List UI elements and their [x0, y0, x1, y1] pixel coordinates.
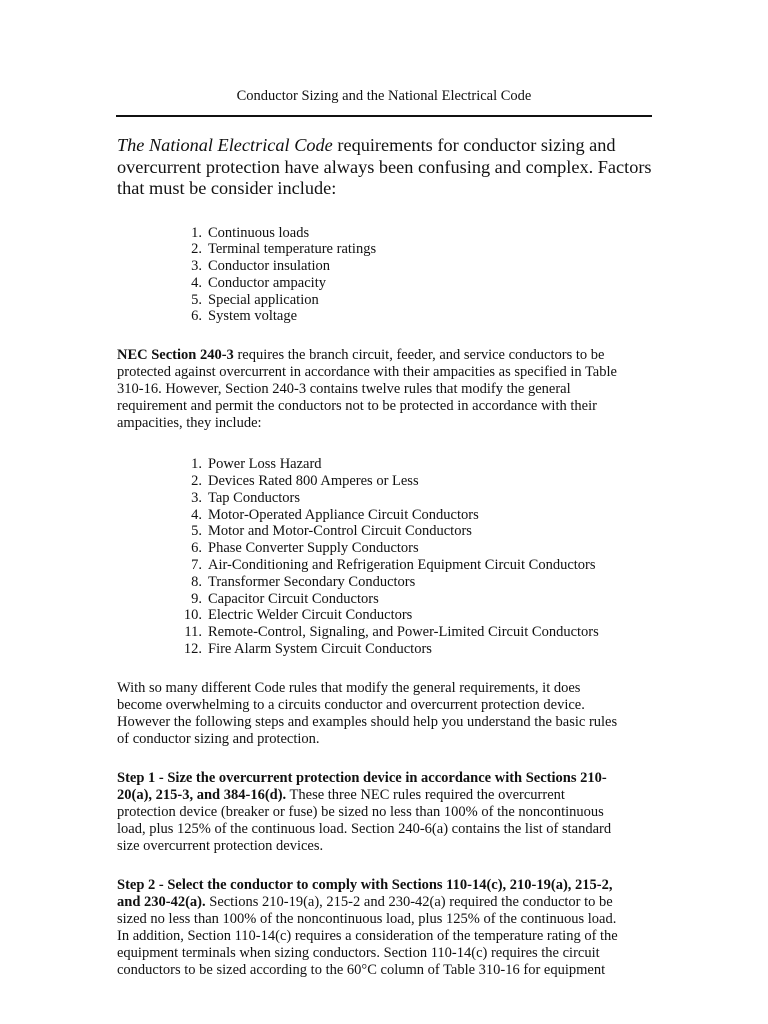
list-item: 3. Conductor insulation	[191, 258, 331, 275]
intro-line-3: that must be consider include:	[117, 178, 337, 198]
list-item: 5. Special application	[191, 291, 319, 308]
list-item: 8. Transformer Secondary Conductors	[191, 573, 416, 590]
intro-line-1: The National Electrical Code requirements for conductor sizing and	[117, 135, 616, 155]
list-item: 3. Tap Conductors	[191, 489, 301, 506]
nec-title-italic: The National Electrical Code	[117, 135, 333, 155]
header-rule	[116, 115, 652, 117]
list-item: 2. Terminal temperature ratings	[191, 241, 377, 258]
list-item: 7. Air-Conditioning and Refrigeration Equipment Circuit Conductors	[191, 557, 596, 574]
list-item: 4. Conductor ampacity	[191, 274, 326, 291]
rules-list	[117, 456, 657, 658]
nec-section-paragraph: NEC Section 240-3 requires the branch circuit, feeder, and service conductors to be protected against overcurrent in accordance with their ampacities as specified in Table 310-16. However, Section 240-3 contains twelve rules that modify the general requirement and permit the conductors not to be protected in accordance with their ampacities, they include:	[117, 347, 617, 432]
intro-line-2: overcurrent protection have always been confusing and complex. Factors	[117, 156, 652, 177]
list-item: 6. Phase Converter Supply Conductors	[191, 540, 419, 557]
step-2-heading: Step 2 - Select the conductor to comply with Sections 110-14(c), 210-19(a), 215-2,	[117, 876, 613, 893]
list-item: 11. Remote-Control, Signaling, and Power-Limited Circuit Conductors	[184, 624, 599, 641]
factors-list	[117, 225, 657, 326]
intro-paragraph	[117, 135, 657, 200]
nec-section-bold: NEC Section 240-3	[117, 347, 234, 364]
list-item: 6. System voltage	[191, 308, 298, 325]
step-1-paragraph: Step 1 - Size the overcurrent protection device in accordance with Sections 210- 20(a), 215-3, and 384-16(d). These three NEC rules required the overcurrent protection device (breaker or fuse) be sized no less than 100% of the noncontinuous load, plus 125% of the continuous load. Section 240-6(a) contains the list of standard size overcurrent protection devices.	[117, 769, 612, 854]
list-item: 1. Power Loss Hazard	[191, 456, 322, 473]
list-item: 1. Continuous loads	[191, 224, 310, 241]
code-rules-paragraph: With so many different Code rules that modify the general requirements, it does become overwhelming to a circuits conductor and overcurrent protection device. However the following steps and examples should help you understand the basic rules of conductor sizing and protection.	[117, 679, 618, 747]
step-1-heading: Step 1 - Size the overcurrent protection device in accordance with Sections 210-	[117, 769, 607, 786]
running-header: Conductor Sizing and the National Electrical Code	[236, 88, 532, 104]
list-item: 9. Capacitor Circuit Conductors	[191, 590, 379, 607]
list-item: 2. Devices Rated 800 Amperes or Less	[191, 473, 419, 490]
document-body	[117, 135, 657, 979]
step-2-paragraph: Step 2 - Select the conductor to comply with Sections 110-14(c), 210-19(a), 215-2, and 230-42(a). Sections 210-19(a), 215-2 and 230-42(a) required the conductor to be sized no less than 100% of the noncontinuous load, plus 125% of the continuous load. In addition, Section 110-14(c) requires a consideration of the temperature rating of the equipment terminals when sizing conductors. Section 110-14(c) requires the circuit conductors to be sized according to the 60°C column of Table 310-16 for equipment	[117, 876, 618, 978]
list-item: 5. Motor and Motor-Control Circuit Conductors	[191, 523, 472, 540]
list-item: 12. Fire Alarm System Circuit Conductors	[183, 641, 432, 658]
list-item: 4. Motor-Operated Appliance Circuit Conductors	[191, 506, 479, 523]
list-item: 10. Electric Welder Circuit Conductors	[183, 607, 413, 624]
